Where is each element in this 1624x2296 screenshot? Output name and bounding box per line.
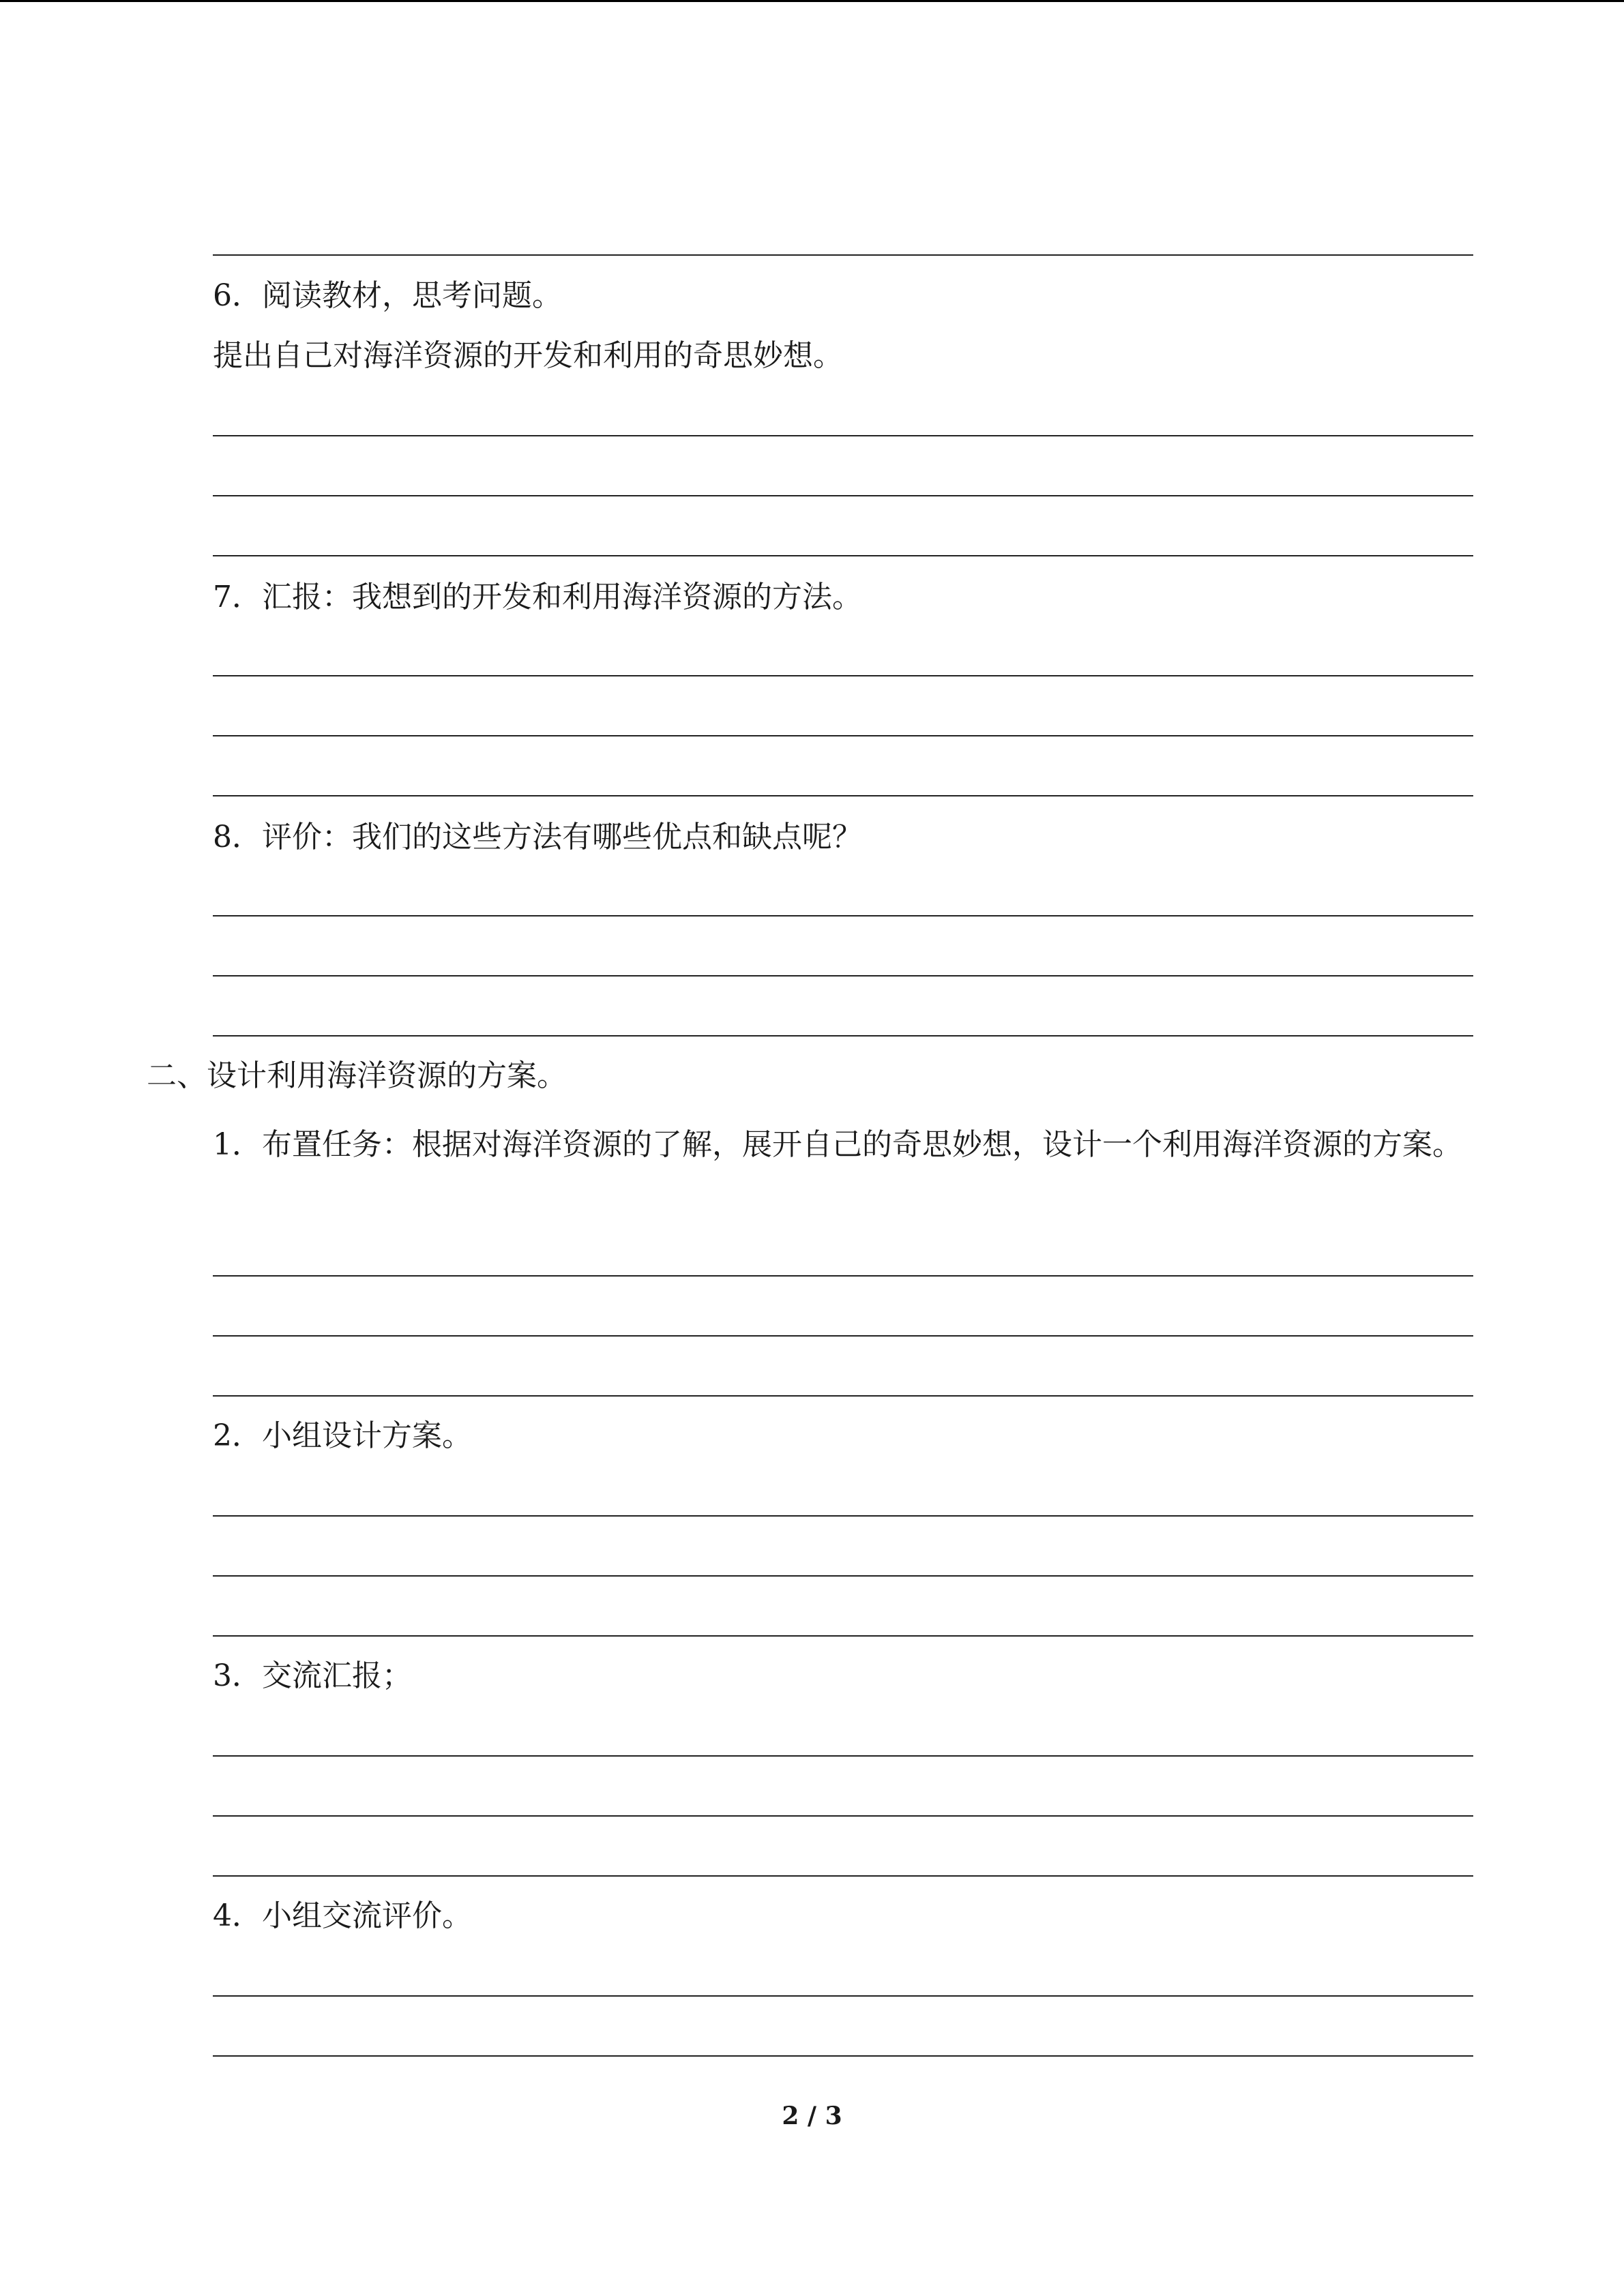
answer-line: [213, 1875, 1473, 1877]
answer-line: [213, 495, 1473, 496]
answer-line: [213, 915, 1473, 916]
section-2-question-4: 4．小组交流评价。: [213, 1898, 472, 1933]
answer-line: [213, 555, 1473, 556]
answer-line: [213, 675, 1473, 676]
section-2-question-2: 2．小组设计方案。: [213, 1418, 472, 1453]
answer-line: [213, 1995, 1473, 1997]
answer-line: [213, 1815, 1473, 1817]
section-2-heading: 二、设计利用海洋资源的方案。: [147, 1058, 567, 1093]
answer-line: [213, 1335, 1473, 1337]
section-2-question-3: 3．交流汇报；: [213, 1658, 412, 1693]
answer-line: [213, 975, 1473, 976]
answer-line: [213, 2055, 1473, 2057]
question-7-title: 7．汇报：我想到的开发和利用海洋资源的方法。: [213, 580, 862, 614]
answer-line: [213, 435, 1473, 436]
answer-line: [213, 1575, 1473, 1577]
answer-line: [213, 1395, 1473, 1397]
page-top-border: [0, 0, 1624, 2]
question-8-title: 8．评价：我们的这些方法有哪些优点和缺点呢？: [213, 820, 862, 854]
question-6-prompt: 提出自己对海洋资源的开发和利用的奇思妙想。: [213, 338, 843, 373]
answer-line: [213, 1635, 1473, 1637]
answer-line: [213, 254, 1473, 256]
answer-line: [213, 1035, 1473, 1037]
answer-line: [213, 1275, 1473, 1277]
section-2-question-1: 1．布置任务：根据对海洋资源的了解，展开自己的奇思妙想，设计一个利用海洋资源的方案。: [213, 1127, 1462, 1162]
answer-line: [213, 1515, 1473, 1517]
page-number: 2 / 3: [782, 2102, 842, 2130]
question-6-title: 6．阅读教材，思考问题。: [213, 278, 562, 313]
answer-line: [213, 735, 1473, 736]
answer-line: [213, 1755, 1473, 1757]
answer-line: [213, 795, 1473, 796]
